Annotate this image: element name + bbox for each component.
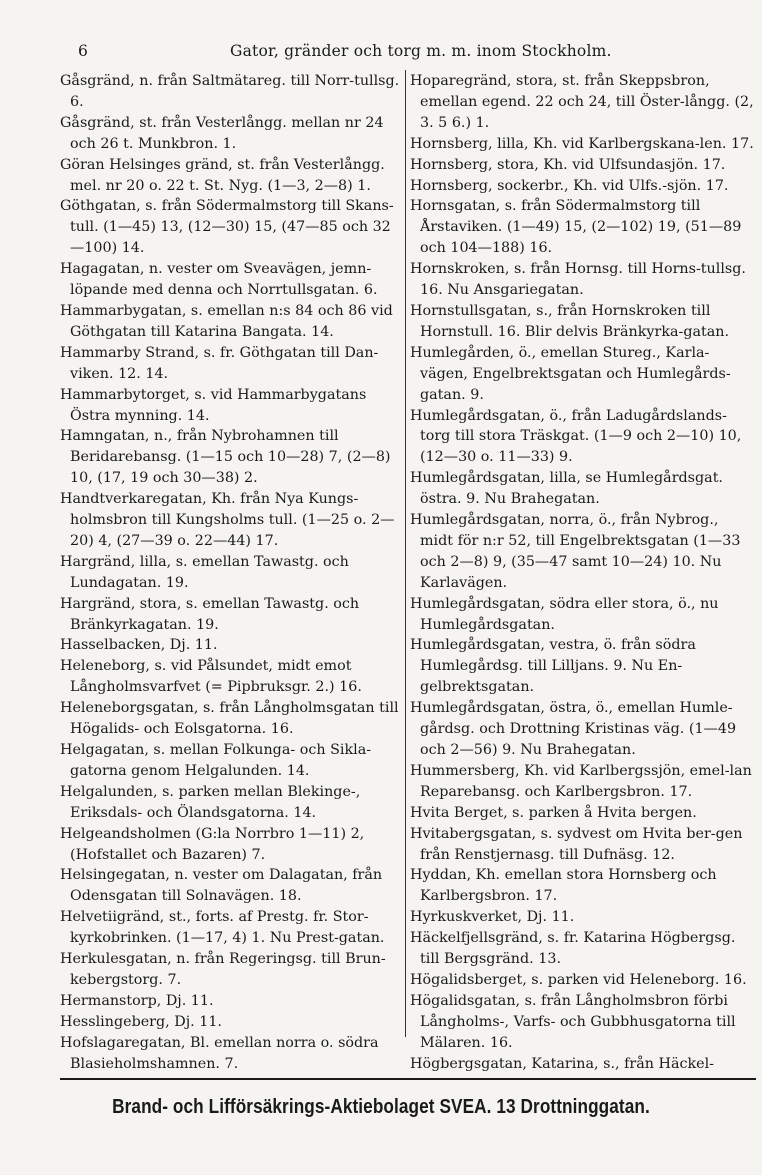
street-entry: Hornsgatan, s. från Södermalmstorg till Årstaviken. (1—49) 15, (2—102) 19, (51—89 och 104—188) 16. <box>410 198 742 257</box>
footer-advertisement: Brand- och Lifförsäkrings-Aktiebolaget SVEA. 13 Drottninggatan. <box>112 1096 650 1118</box>
right-column <box>410 71 755 1071</box>
page-number: 6 <box>78 42 88 60</box>
street-entry: Humlegårdsgatan, ö., från Ladugårdslands-torg till stora Träskgat. (1—9 och 2—10) 10, (12—30 o. 11—33) 9. <box>410 407 742 466</box>
street-entry: Humlegårdsgatan, östra, ö., emellan Humle-gårdsg. och Drottning Kristinas väg. (1—49 och 2—56) 9. Nu Brahegatan. <box>410 700 737 758</box>
street-entry: Hyddan, Kh. emellan stora Hornsberg och Karlbergsbron. 17. <box>410 867 717 905</box>
page-header <box>0 42 762 66</box>
street-entry: Hoparegränd, stora, st. från Skeppsbron, emellan egend. 22 och 24, till Öster-långg. (2, 3. 5 6.) 1. <box>410 73 754 131</box>
street-entry: Hammarby Strand, s. fr. Göthgatan till Dan-viken. 12. 14. <box>60 344 379 382</box>
street-entry: Hagagatan, n. vester om Sveavägen, jemn-löpande med denna och Norrtullsgatan. 6. <box>60 261 378 299</box>
street-entry: Hvita Berget, s. parken å Hvita bergen. <box>410 804 697 821</box>
street-entry: Humlegården, ö., emellan Stureg., Karla-vägen, Engelbrektsgatan och Humlegårds-gatan. 9. <box>410 344 731 403</box>
street-entry: Humlegårdsgatan, vestra, ö. från södra Humlegårdsg. till Lilljans. 9. Nu En-gelbrektsgatan. <box>410 637 696 696</box>
street-entry: Hasselbacken, Dj. 11. <box>60 637 218 654</box>
street-entry: Humlegårdsgatan, södra eller stora, ö., nu Humlegårdsgatan. <box>410 595 719 633</box>
street-entry: Herkulesgatan, n. från Regeringsg. till Brun-kebergstorg. 7. <box>60 951 386 988</box>
street-entry: Häckelfjellsgränd, s. fr. Katarina Högbergsg. till Bergsgränd. 13. <box>410 930 736 968</box>
street-entry: Humlegårdsgatan, lilla, se Humlegårdsgat. östra. 9. Nu Brahegatan. <box>410 470 723 508</box>
street-entry: Hamngatan, n., från Nybrohamnen till Beridarebansg. (1—15 och 10—28) 7, (2—8) 10, (17, 19 och 30—38) 2. <box>60 428 391 487</box>
street-entry: Hyrkuskverket, Dj. 11. <box>410 909 575 926</box>
street-entry: Helgalunden, s. parken mellan Blekinge-, Eriksdals- och Ölandsgatorna. 14. <box>60 783 361 821</box>
street-entry: Högbergsgatan, Katarina, s., från Häckel- <box>410 1055 715 1071</box>
street-entry: Göthgatan, s. från Södermalmstorg till Skans-tull. (1—45) 13, (12—30) 15, (47—85 och 32—100) 14. <box>60 198 394 257</box>
street-entry: Helgeandsholmen (G:la Norrbro 1—11) 2, (Hofstallet och Bazaren) 7. <box>60 825 365 863</box>
street-entry: Hammarbygatan, s. emellan n:s 84 och 86 vid Göthgatan till Katarina Bangata. 14. <box>60 302 393 340</box>
street-entry: Hermanstorp, Dj. 11. <box>60 992 214 1009</box>
street-entry: Helgagatan, s. mellan Folkunga- och Sikla-gatorna genom Helgalunden. 14. <box>60 742 372 779</box>
street-entry: Gåsgränd, n. från Saltmätareg. till Norr-tullsg. 6. <box>60 73 400 110</box>
street-entry: Helvetiigränd, st., forts. af Prestg. fr. Stor-kyrkobrinken. (1—17, 4) 1. Nu Prest-gatan. <box>60 909 385 947</box>
running-title: Gator, gränder och torg m. m. inom Stockholm. <box>230 42 612 60</box>
street-entry: Humlegårdsgatan, norra, ö., från Nybrog., midt för n:r 52, till Engelbrektsgatan (1—33 och 2—8) 9, (35—47 samt 10—24) 10. Nu Karlavägen. <box>410 512 741 591</box>
street-entry: Hargränd, lilla, s. emellan Tawastg. och Lundagatan. 19. <box>60 553 349 591</box>
street-entry: Hofslagaregatan, Bl. emellan norra o. södra Blasieholmshamnen. 7. <box>60 1034 379 1071</box>
street-entry: Gåsgränd, st. från Vesterlångg. mellan nr 24 och 26 t. Munkbron. 1. <box>60 114 384 152</box>
footer-rule <box>60 1078 756 1080</box>
street-entry: Heleneborg, s. vid Pålsundet, midt emot Långholmsvarfvet (= Pipbruksgr. 2.) 16. <box>60 658 362 696</box>
street-entry: Heleneborgsgatan, s. från Långholmsgatan till Högalids- och Eolsgatorna. 16. <box>60 700 399 738</box>
street-entry: Hammarbytorget, s. vid Hammarbygatans Östra mynning. 14. <box>60 386 367 424</box>
street-entry: Hornsberg, sockerbr., Kh. vid Ulfs.-sjön. 17. <box>410 177 729 194</box>
street-entry: Hornstullsgatan, s., från Hornskroken till Hornstull. 16. Blir delvis Bränkyrka-gatan. <box>410 302 730 340</box>
street-entry: Handtverkaregatan, Kh. från Nya Kungs-holmsbron till Kungsholms tull. (1—25 o. 2—20) 4, (27—39 o. 22—44) 17. <box>60 491 395 549</box>
street-entry: Hornsberg, lilla, Kh. vid Karlbergskana-len. 17. <box>410 135 754 152</box>
column-divider <box>405 70 406 1037</box>
street-entry: Hornskroken, s. från Hornsg. till Horns-tullsg. 16. Nu Ansgariegatan. <box>410 261 746 299</box>
street-entry: Helsingegatan, n. vester om Dalagatan, från Odensgatan till Solnavägen. 18. <box>60 867 383 905</box>
street-entry: Hesslingeberg, Dj. 11. <box>60 1013 222 1030</box>
street-entry: Göran Helsinges gränd, st. från Vesterlångg. mel. nr 20 o. 22 t. St. Nyg. (1—3, 2—8) 1. <box>60 156 385 194</box>
street-entry: Hargränd, stora, s. emellan Tawastg. och Bränkyrkagatan. 19. <box>60 595 360 633</box>
street-entry: Högalidsgatan, s. från Långholmsbron förbi Långholms-, Varfs- och Gubbhusgatorna till Mälaren. 16. <box>410 992 736 1051</box>
street-entry: Hvitabergsgatan, s. sydvest om Hvita ber-gen från Renstjernasg. till Dufnäsg. 12. <box>410 825 743 863</box>
left-column <box>60 71 400 1071</box>
street-entry: Hummersberg, Kh. vid Karlbergssjön, emel-lan Reparebansg. och Karlbergsbron. 17. <box>410 762 752 800</box>
street-entry: Hornsberg, stora, Kh. vid Ulfsundasjön. 17. <box>410 156 726 173</box>
street-entry: Högalidsberget, s. parken vid Heleneborg. 16. <box>410 971 747 988</box>
